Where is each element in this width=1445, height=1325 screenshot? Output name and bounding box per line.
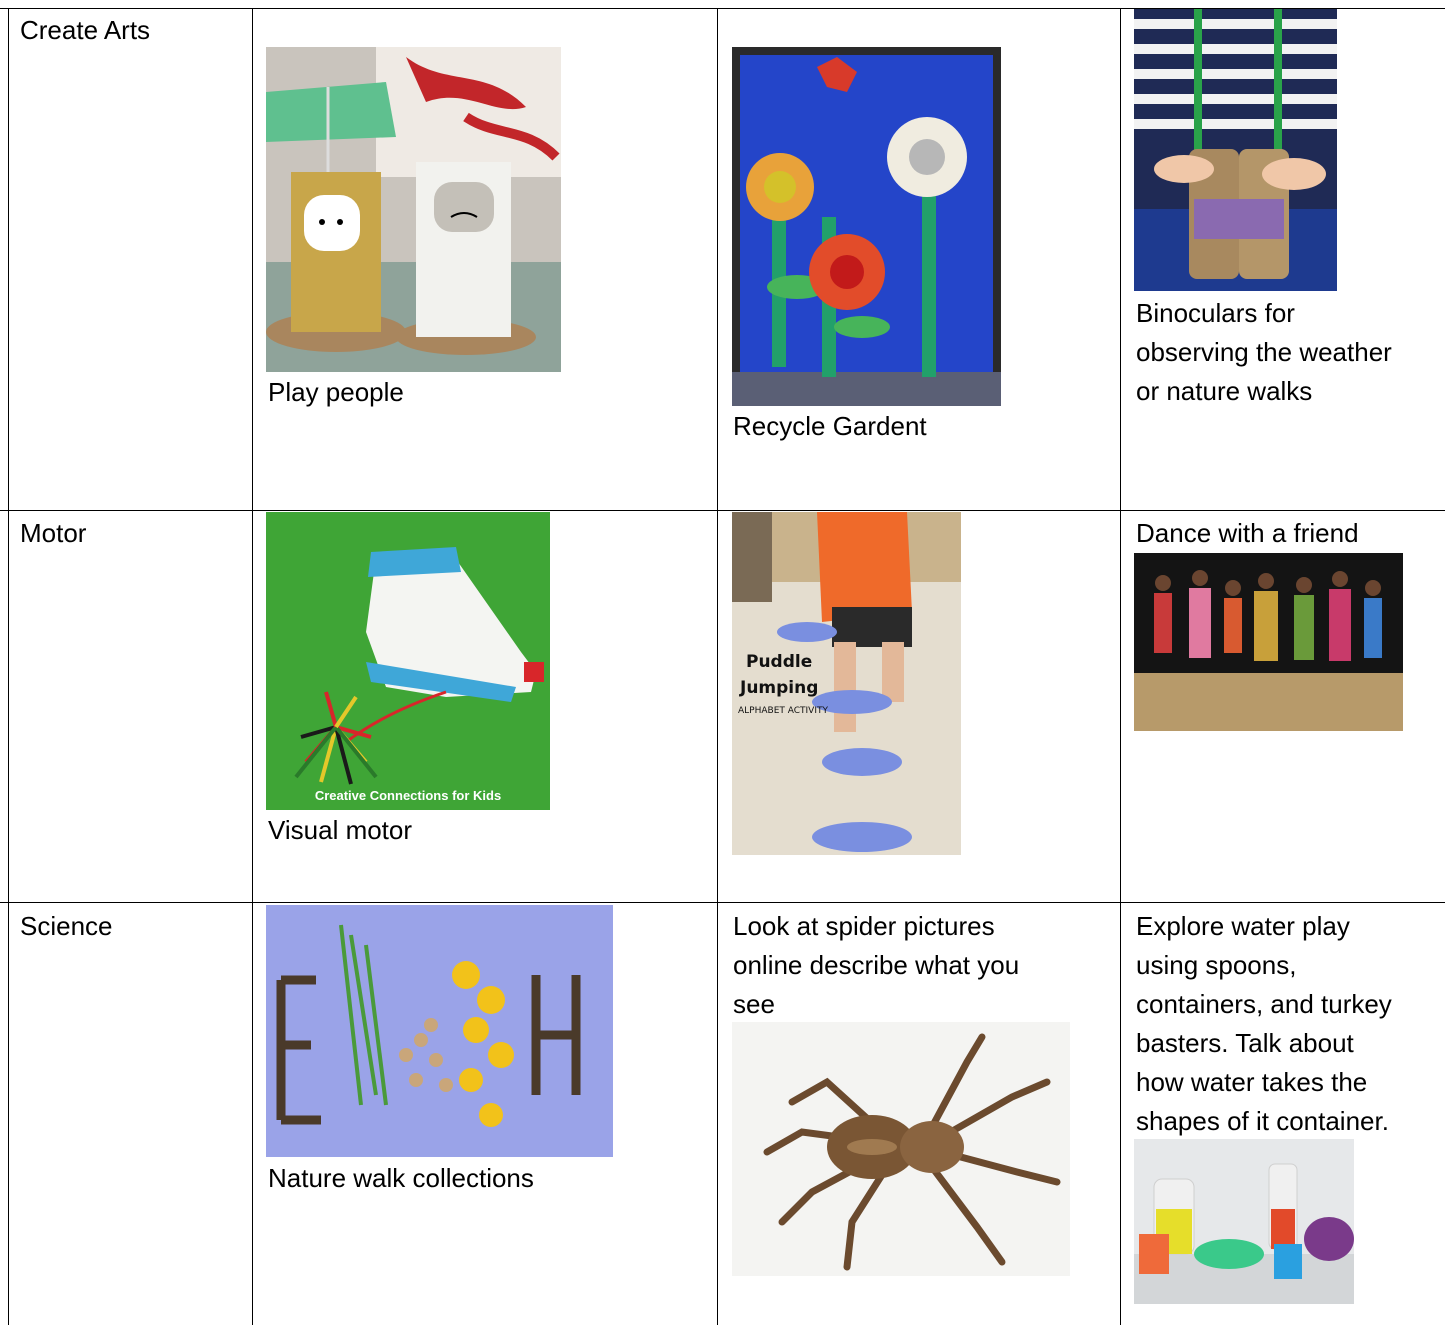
caption-water-play-line-6: shapes of it container. bbox=[1136, 1106, 1389, 1136]
colored-water-containers-photo bbox=[1134, 1139, 1354, 1304]
column-divider-1 bbox=[252, 8, 253, 1325]
caption-spider-line-1: Look at spider pictures bbox=[733, 911, 995, 941]
caption-water-play-line-3: containers, and turkey bbox=[1136, 989, 1392, 1019]
column-divider-3 bbox=[1120, 8, 1121, 1325]
caption-play-people: Play people bbox=[268, 377, 404, 407]
caption-water-play-line-2: using spoons, bbox=[1136, 950, 1297, 980]
image-text-jumping: Jumping bbox=[740, 678, 819, 698]
column-divider-2 bbox=[717, 8, 718, 1325]
caption-water-play-line-5: how water takes the bbox=[1136, 1067, 1368, 1097]
caption-spider-line-2: online describe what you bbox=[733, 950, 1020, 980]
category-label-science: Science bbox=[20, 911, 113, 941]
caption-recycle-gardent: Recycle Gardent bbox=[733, 411, 927, 441]
caption-spider-line-3: see bbox=[733, 989, 775, 1019]
row-divider-2 bbox=[0, 902, 1445, 903]
image-text-puddle: Puddle bbox=[746, 652, 813, 672]
puddle-jumping-photo bbox=[732, 512, 961, 855]
recycled-garden-collage-photo bbox=[732, 47, 1001, 406]
image-text-alphabet-activity: ALPHABET ACTIVITY bbox=[738, 706, 828, 716]
toilet-roll-people-photo bbox=[266, 47, 561, 372]
caption-binoculars-line-1: Binoculars for bbox=[1136, 298, 1295, 328]
table-border-left bbox=[8, 8, 9, 1325]
caption-binoculars-line-3: or nature walks bbox=[1136, 376, 1313, 406]
caption-binoculars-line-2: observing the weather bbox=[1136, 337, 1392, 367]
cardboard-binoculars-photo bbox=[1134, 9, 1337, 291]
children-dancing-photo bbox=[1134, 553, 1403, 731]
milk-jug-catch-toy-photo bbox=[266, 512, 550, 810]
caption-nature-walk-collections: Nature walk collections bbox=[268, 1163, 534, 1193]
category-label-motor: Motor bbox=[20, 518, 87, 548]
image-watermark-text: Creative Connections for Kids bbox=[314, 788, 502, 803]
row-divider-1 bbox=[0, 510, 1445, 511]
caption-water-play-line-1: Explore water play bbox=[1136, 911, 1350, 941]
caption-visual-motor: Visual motor bbox=[268, 815, 413, 845]
category-label-create-arts: Create Arts bbox=[20, 15, 151, 45]
caption-water-play-line-4: basters. Talk about bbox=[1136, 1028, 1354, 1058]
caption-dance-with-a-friend: Dance with a friend bbox=[1136, 518, 1359, 548]
spider-photo bbox=[732, 1022, 1070, 1276]
earth-nature-letters-photo bbox=[266, 905, 613, 1157]
